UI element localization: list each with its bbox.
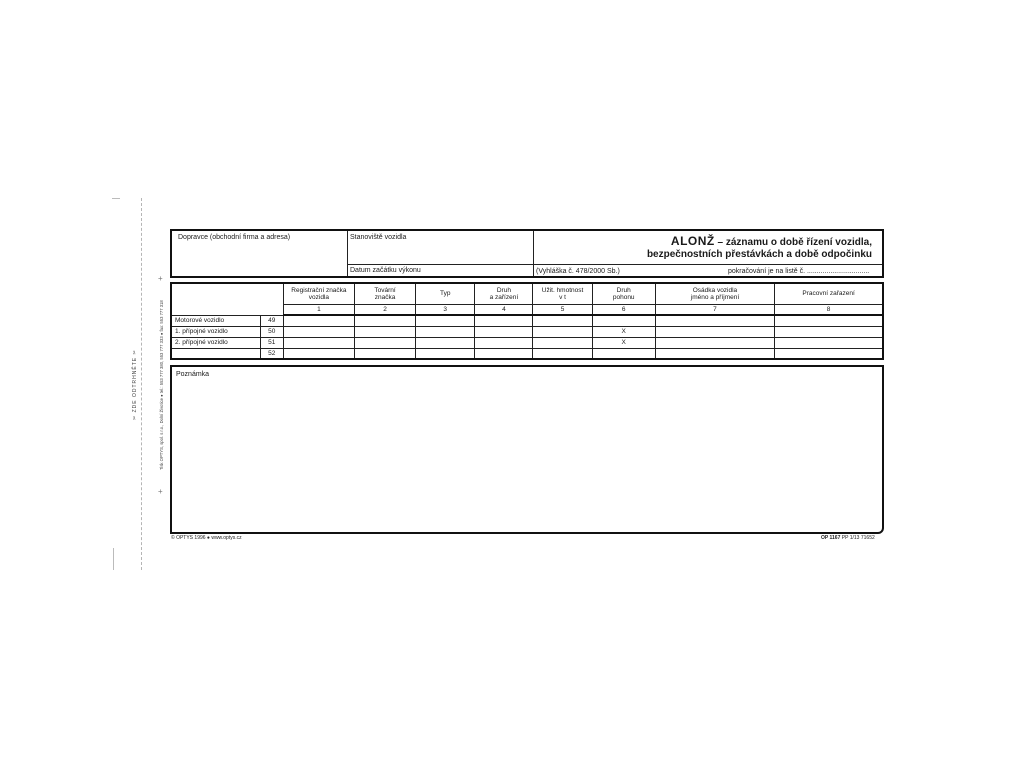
- header-divider: [347, 231, 348, 276]
- table-cell[interactable]: [355, 348, 416, 359]
- row-label: Motorové vozidlo: [171, 315, 260, 326]
- row-label: [171, 348, 260, 359]
- table-row: [171, 337, 883, 348]
- table-cell[interactable]: [775, 326, 883, 337]
- strip-tick: [112, 198, 120, 199]
- table-cell[interactable]: [416, 315, 475, 326]
- header-box: [170, 229, 884, 278]
- table-row: [171, 348, 883, 359]
- column-header: Typ: [416, 283, 475, 304]
- table-cell[interactable]: [355, 315, 416, 326]
- perforation-line: [141, 198, 142, 570]
- start-date-label: Datum začátku výkonu: [350, 267, 421, 274]
- table-cell[interactable]: [775, 315, 883, 326]
- table-cell[interactable]: [355, 326, 416, 337]
- table-cell[interactable]: [655, 326, 774, 337]
- column-header: Užit. hmotnost v t: [533, 283, 592, 304]
- registration-mark: +: [158, 487, 163, 496]
- table-cell[interactable]: [775, 337, 883, 348]
- column-header: Registrační značka vozidla: [283, 283, 354, 304]
- row-label: 1. přípojné vozidlo: [171, 326, 260, 337]
- table-cell[interactable]: [475, 315, 533, 326]
- column-number: 2: [355, 304, 416, 315]
- form-print-info: PP 1/13 71652: [841, 535, 875, 541]
- table-cell[interactable]: [533, 326, 592, 337]
- table-cell[interactable]: [475, 337, 533, 348]
- note-box[interactable]: [170, 365, 884, 534]
- column-number: 5: [533, 304, 592, 315]
- column-header: Druh a zařízení: [475, 283, 533, 304]
- header-divider: [347, 264, 533, 265]
- table-row: [171, 315, 883, 326]
- table-cell[interactable]: X: [592, 337, 655, 348]
- decree-label: (Vyhláška č. 478/2000 Sb.): [536, 268, 620, 275]
- title-rest: – záznamu o době řízení vozidla,: [714, 237, 872, 248]
- column-number: 6: [592, 304, 655, 315]
- carrier-label: Dopravce (obchodní firma a adresa): [178, 234, 291, 241]
- table-cell[interactable]: [655, 337, 774, 348]
- continuation-label: pokračování je na listě č. ................................: [728, 268, 870, 275]
- row-label: 2. přípojné vozidlo: [171, 337, 260, 348]
- column-number: 8: [775, 304, 883, 315]
- table-corner-cell: [171, 283, 283, 315]
- row-number: 51: [260, 337, 283, 348]
- station-label: Stanoviště vozidla: [350, 234, 407, 241]
- table-cell[interactable]: [592, 348, 655, 359]
- table-cell[interactable]: [416, 348, 475, 359]
- row-number: 50: [260, 326, 283, 337]
- table-cell[interactable]: [355, 337, 416, 348]
- table-cell[interactable]: [775, 348, 883, 359]
- table-cell[interactable]: [475, 326, 533, 337]
- column-header: Osádka vozidla jméno a příjmení: [655, 283, 774, 304]
- form-code: OP 1167: [821, 535, 841, 541]
- column-number: 4: [475, 304, 533, 315]
- note-label: Poznámka: [176, 371, 210, 378]
- table-cell[interactable]: [283, 326, 354, 337]
- header-divider: [533, 264, 882, 265]
- column-header: Pracovní zařazení: [775, 283, 883, 304]
- table-row: [171, 326, 883, 337]
- registration-mark: +: [158, 274, 163, 283]
- title-main: ALONŽ: [670, 234, 715, 248]
- footer-right: [821, 535, 875, 541]
- table-cell[interactable]: [416, 326, 475, 337]
- strip-line: [113, 548, 114, 570]
- table-cell[interactable]: [283, 315, 354, 326]
- table-cell[interactable]: [533, 348, 592, 359]
- table-cell[interactable]: [655, 315, 774, 326]
- table-cell[interactable]: [475, 348, 533, 359]
- column-number: 1: [283, 304, 354, 315]
- vehicle-table: [170, 282, 884, 360]
- row-number: 52: [260, 348, 283, 359]
- form-title: [647, 235, 872, 261]
- column-header: Druh pohonu: [592, 283, 655, 304]
- header-divider: [533, 231, 534, 276]
- table-cell[interactable]: X: [592, 326, 655, 337]
- table-cell[interactable]: [416, 337, 475, 348]
- footer-left: © OPTYS 1996 ● www.optys.cz: [171, 535, 242, 541]
- print-info-text: Tisk OPTYS, spol. s r.o., Dolní Životice ● tel.: 553 777 380, 553 777 333 ● fax: 553 777 318: [159, 300, 164, 470]
- table-cell[interactable]: [533, 337, 592, 348]
- table-cell[interactable]: [283, 337, 354, 348]
- column-number: 3: [416, 304, 475, 315]
- table-cell[interactable]: [283, 348, 354, 359]
- title-line2: bezpečnostních přestávkách a době odpočinku: [646, 249, 872, 260]
- table-cell[interactable]: [655, 348, 774, 359]
- tear-here-text: ✂ ZDE ODTRHNĚTE ✂: [132, 349, 138, 420]
- table-cell[interactable]: [533, 315, 592, 326]
- row-number: 49: [260, 315, 283, 326]
- table-cell[interactable]: [592, 315, 655, 326]
- column-header: Tovární značka: [355, 283, 416, 304]
- column-number: 7: [655, 304, 774, 315]
- table-header-row: [171, 283, 883, 304]
